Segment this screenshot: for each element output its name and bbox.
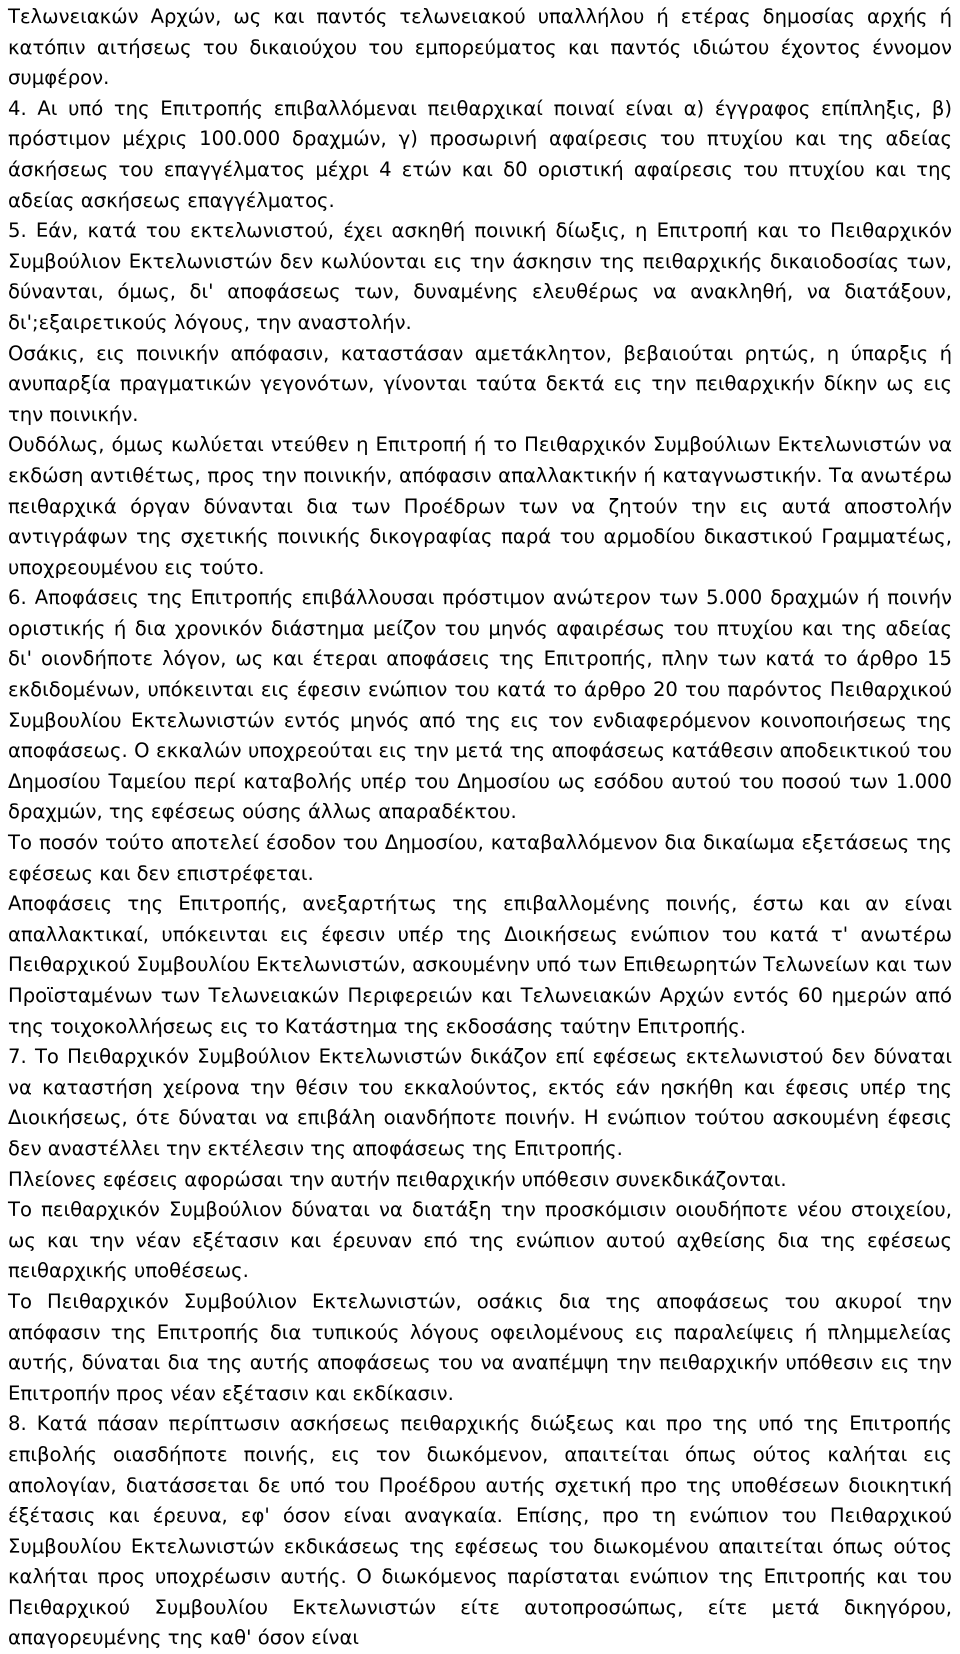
paragraph-item-4-penalties: 4. Αι υπό της Επιτροπής επιβαλλόμεναι πειθαρχικαί ποιναί είναι α) έγγραφος επίπληξις, β) πρόστιμον μέχρις 100.000 δραχμών, γ) προσωρινή αφαίρεσις του πτυχίου και της αδείας άσκήσεως του επαγγέλματος μέχρι 4 ετών και δ0 οριστική αφαίρεσις του πτυχίου και της αδείας ασκήσεως επαγγέλματος. (8, 96, 952, 212)
paragraph-continuation: Τελωνειακών Αρχών, ως και παντός τελωνειακού υπαλλήλου ή ετέρας δημοσίας αρχής ή κατόπιν αιτήσεως του δικαιούχου του εμπορεύματος και παντός ιδιώτου έχοντος έννομον συμφέρον. (8, 5, 952, 90)
paragraph-item-5-criminal-prosecution: 5. Εάν, κατά του εκτελωνιστού, έχει ασκηθή ποινική δίωξις, η Επιτροπή και το Πειθαρχικόν Συμβούλιον Εκτελωνιστών δεν κωλύονται εις την άσκησιν της πειθαρχικής δικαιοδοσίας των, δύνανται, όμως, δι' αποφάσεως των, δυναμένης ελευθέρως να ανακληθή, να διατάξουν, δι';εξαιρετικούς λόγους, την αναστολήν. (8, 219, 952, 334)
paragraph-item-8-defense: 8. Κατά πάσαν περίπτωσιν ασκήσεως πειθαρχικής διώξεως και προ της υπό της Επιτροπής επιβολής οιασδήποτε ποινής, εις τον διωκόμενον, απαιτείται όπως ούτος καλήται εις απολογίαν, διατάσσεται δε υπό του Προέδρου αυτής σχετική προ της υποθέσεων διοικητική έξέτασις και έρευνα, εφ' όσον είναι αναγκαία. Επίσης, προ τη ενώπιον του Πειθαρχικού Συμβουλίου Εκτελωνιστών εκδικάσεως της εφέσεως του διωκομένου απαιτείται όπως ούτος καλήται προς υποχρέωσιν αυτής. Ο διωκόμενος παρίσταται ενώπιον της Επιτροπής και του Πειθαρχικού Συμβουλίου Εκτελωνιστών είτε αυτοπροσώπως, είτε μετά δικηγόρου, απαγορευμένης της καθ' όσον είναι (8, 1412, 952, 1650)
paragraph-final-criminal-decision: Οσάκις, εις ποινικήν απόφασιν, καταστάσαν αμετάκλητον, βεβαιούται ρητώς, η ύπαρξις ή ανυπαρξία πραγματικών γεγονότων, γίνονται ταύτα δεκτά εις την πειθαρχικήν δίκην ως εις την ποινικήν. (8, 341, 952, 426)
paragraph-item-6-appeals: 6. Αποφάσεις της Επιτροπής επιβάλλουσαι πρόστιμον ανώτερον των 5.000 δραχμών ή ποινήν οριστικής ή δια χρονικόν διάστημα μείζον του μηνός αφαιρέσως του πτυχίου και της αδείας δι' οιονδήποτε λόγον, ως και έτεραι αποφάσεις της Επιτροπής, πλην των κατά το άρθρο 15 εκδιδομένων, υπόκεινται εις έφεσιν ενώπιον του κατά το άρθρο 20 του παρόντος Πειθαρχικού Συμβουλίου Εκτελωνιστών εντός μηνός από της εις τον ενδιαφερόμενον κοινοποιήσεως της αποφάσεως. Ο εκκαλών υποχρεούται εις την μετά της αποφάσεως κατάθεσιν αποδεικτικού του Δημοσίου Ταμείου περί καταβολής υπέρ του Δημοσίου ως εσόδου αυτού του ποσού των 1.000 δραχμών, της εφέσεως ούσης άλλως απαραδέκτου. (8, 586, 952, 824)
paragraph-annulment-referral: Το Πειθαρχικόν Συμβούλιον Εκτελωνιστών, οσάκις δια της αποφάσεως του ακυροί την απόφασιν της Επιτροπής δια τυπικούς λόγους οφειλομένους εις παραλείψεις ή πλημμελείας αυτής, δύναται δια της αυτής αποφάσεως του να αναπέμψη την πειθαρχικήν υπόθεσιν εις την Επιτροπήν προς νέαν εξέτασιν και εκδίκασιν. (8, 1289, 952, 1405)
paragraph-administration-appeal: Αποφάσεις της Επιτροπής, ανεξαρτήτως της επιβαλλομένης ποινής, έστω και αν είναι απαλλακτικαί, υπόκεινται εις έφεσιν υπέρ της Διοικήσεως ενώπιον του κατά τ' ανωτέρω Πειθαρχικού Συμβουλίου Εκτελωνιστών, ασκουμένην υπό των Επιθεωρητών Τελωνείων και των Προϊσταμένων των Τελωνειακών Περιφερειών και Τελωνειακών Αρχών εντός 60 ημερών από της τοιχοκολλήσεως εις το Κατάστημα της εκδοσάσης ταύτην Επιτροπής. (8, 892, 952, 1038)
paragraph-contrary-decision: Ουδόλως, όμως κωλύεται ντεύθεν η Επιτροπή ή το Πειθαρχικόν Συμβούλιων Εκτελωνιστών να εκδώση αντιθέτως, προς την ποινικήν, απόφασιν απαλλακτικήν ή καταγνωστικήν. Τα ανωτέρω πειθαρχικά όργαν δύνανται δια των Προέδρων των να ζητούν την εις αυτά αποστολήν αντιγράφων της σχετικής ποινικής δικογραφίας παρά του αρμοδίου δικαστικού Γραμματέως, υποχρεουμένου εις τούτο. (8, 433, 952, 579)
paragraph-new-evidence: Το πειθαρχικόν Συμβούλιον δύναται να διατάξη την προσκόμισιν οιουδήποτε νέου στοιχείου, ως και την νέαν εξέτασιν και έρευναν επό της ενώπιον αυτού αχθείσης δια της εφέσεως πειθαρχικής υποθέσεως. (8, 1198, 952, 1283)
paragraph-joint-appeals: Πλείονες εφέσεις αφορώσαι την αυτήν πειθαρχικήν υπόθεσιν συνεκδικάζονται. (8, 1167, 787, 1191)
paragraph-item-7-council: 7. Το Πειθαρχικόν Συμβούλιον Εκτελωνιστών δικάζον επί εφέσεως εκτελωνιστού δεν δύναται να καταστήση χείρονα την θέσιν του εκκαλούντος, εκτός εάν ησκήθη και έφεσις υπέρ της Διοικήσεως, ότε δύναται να επιβάλη οιανδήποτε ποινήν. Η ενώπιον τούτου ασκουμένη έφεσις δεν αναστέλλει την εκτέλεσιν της αποφάσεως της Επιτροπής. (8, 1045, 952, 1160)
paragraph-appeal-fee: Το ποσόν τούτο αποτελεί έσοδον του Δημοσίου, καταβαλλόμενον δια δικαίωμα εξετάσεως της εφέσεως και δεν επιστρέφεται. (8, 831, 952, 885)
